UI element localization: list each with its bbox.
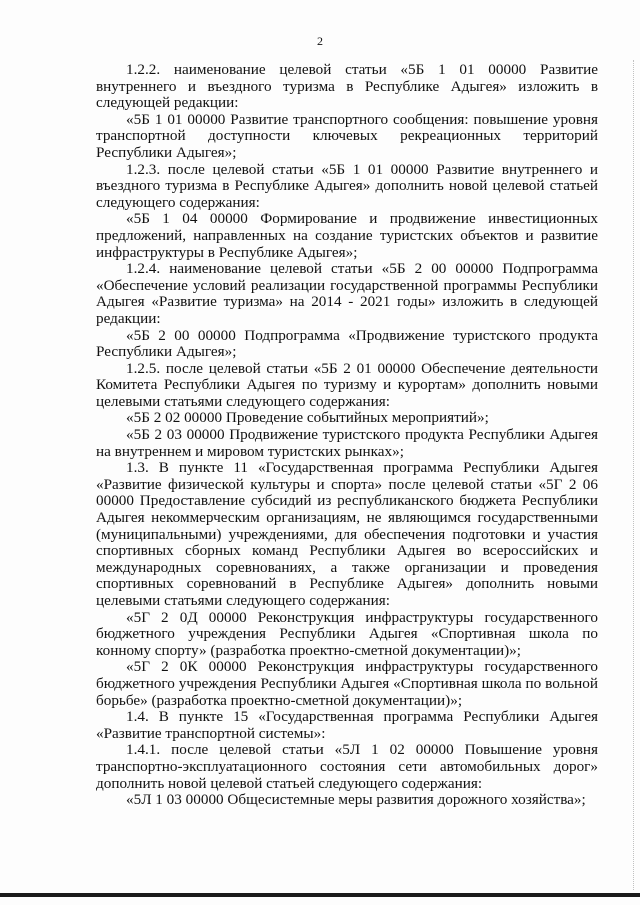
document-body (96, 62, 598, 809)
paragraph-quote-5b-1-01: «5Б 1 01 00000 Развитие транспортного сообщения: повышение уровня транспортной доступности ключевых рекреационных территорий Республики Адыгея»; (96, 110, 598, 161)
paragraph-quote-5b-2-02: «5Б 2 02 00000 Проведение событийных мероприятий»; (126, 409, 489, 427)
paragraph-quote-5b-2-00: «5Б 2 00 00000 Подпрограмма «Продвижение туристского продукта Республики Адыгея»; (96, 326, 598, 361)
bottom-scan-border (0, 893, 640, 897)
paragraph-1-2-5: 1.2.5. после целевой статьи «5Б 2 01 00000 Обеспечение деятельности Комитета Республики Адыгея по туризму и курортам» дополнить новыми целевыми статьями следующего содержания: (96, 359, 598, 410)
paragraph-1-2-2: 1.2.2. наименование целевой статьи «5Б 1 01 00000 Развитие внутреннего и въездного туризма в Республике Адыгея» изложить в следующей редакции: (96, 61, 598, 112)
paragraph-1-2-4: 1.2.4. наименование целевой статьи «5Б 2 00 00000 Подпрограмма «Обеспечение условий реализации государственной программы Республики Адыгея «Развитие туризма» на 2014 - 2021 годы» изложить в следующей редакции: (96, 260, 598, 327)
paragraph-quote-5g-2-0k: «5Г 2 0К 00000 Реконструкция инфраструктуры государственного бюджетного учреждения Республики Адыгея «Спортивная школа по вольной борьбе» (разработка проектно-сметной документации)»; (96, 658, 598, 709)
page-number: 2 (317, 34, 323, 48)
scan-edge-mark (632, 60, 634, 890)
paragraph-1-3: 1.3. В пункте 11 «Государственная программа Республики Адыгея «Развитие физической культуры и спорта» после целевой статьи «5Г 2 06 00000 Предоставление субсидий из республиканского бюджета Республики Адыгея некоммерческим организациям, не являющимся государственными (муниципальными) учреждениями, для обеспечения подготовки и участия спортивных сборных команд Республики Адыгея во всероссийских и международных соревнованиях, а также организации и проведения спортивных соревнований в Республике Адыгея» дополнить новыми целевыми статьями следующего содержания: (96, 459, 598, 609)
paragraph-quote-5g-2-0d: «5Г 2 0Д 00000 Реконструкция инфраструктуры государственного бюджетного учреждения Республики Адыгея «Спортивная школа по конному спорту» (разработка проектно-сметной документации)»; (96, 608, 598, 659)
paragraph-1-2-3: 1.2.3. после целевой статьи «5Б 1 01 00000 Развитие внутреннего и въездного туризма в Республике Адыгея» дополнить новой целевой статьей следующего содержания: (96, 160, 598, 211)
paragraph-1-4-1: 1.4.1. после целевой статьи «5Л 1 02 00000 Повышение уровня транспортно-эксплуатационного состояния сети автомобильных дорог» дополнить новой целевой статьей следующего содержания: (96, 741, 598, 792)
paragraph-quote-5l-1-03: «5Л 1 03 00000 Общесистемные меры развития дорожного хозяйства»; (126, 791, 586, 809)
paragraph-quote-5b-2-03: «5Б 2 03 00000 Продвижение туристского продукта Республики Адыгея на внутреннем и мировом туристских рынках»; (96, 426, 598, 460)
paragraph-quote-5b-1-04: «5Б 1 04 00000 Формирование и продвижение инвестиционных предложений, направленных на создание туристских объектов и развитие инфраструктуры в Республике Адыгея»; (96, 210, 598, 261)
paragraph-1-4: 1.4. В пункте 15 «Государственная программа Республики Адыгея «Развитие транспортной системы»: (96, 708, 598, 742)
